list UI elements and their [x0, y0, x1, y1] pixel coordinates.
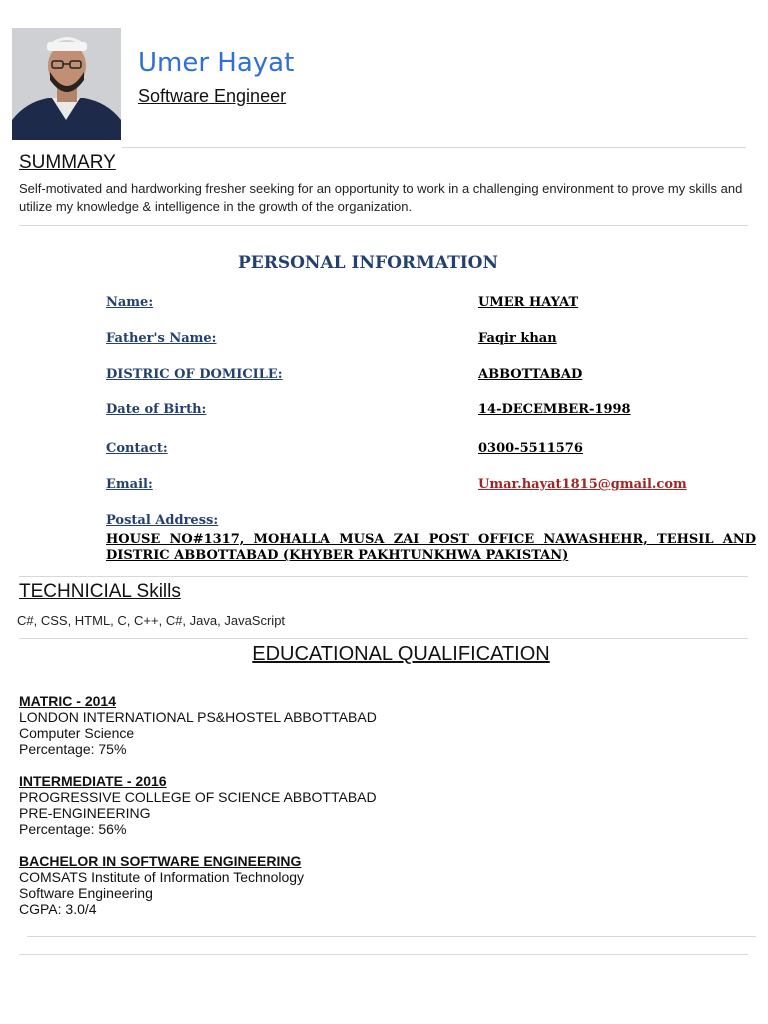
education-item-intermediate — [19, 773, 377, 837]
father-name-label: Father's Name: — [106, 331, 217, 346]
father-name-value: Faqir khan — [478, 331, 557, 346]
summary-heading: SUMMARY — [19, 152, 116, 173]
education-degree: INTERMEDIATE - 2016 — [19, 773, 167, 789]
education-field: Computer Science — [19, 725, 135, 741]
address-value: HOUSE NO#1317, MOHALLA MUSA ZAI POST OFFICE NAWASHEHR, TEHSIL AND DISTRIC ABBOTTABAD (KHYBER PAKHTUNKHWA PAKISTAN) — [106, 532, 756, 563]
education-score: Percentage: 75% — [19, 741, 127, 757]
education-institute: PROGRESSIVE COLLEGE OF SCIENCE ABBOTTABAD — [19, 789, 377, 805]
education-item-bachelor — [19, 853, 304, 917]
profile-photo — [12, 28, 121, 140]
skills-heading: TECHNICIAL Skills — [19, 581, 181, 602]
address-label: Postal Address: — [106, 513, 219, 528]
domicile-label: DISTRIC OF DOMICILE: — [106, 367, 283, 382]
name-value: UMER HAYAT — [478, 295, 579, 310]
email-link[interactable]: Umar.hayat1815@gmail.com — [478, 477, 687, 492]
education-institute: COMSATS Institute of Information Technology — [19, 869, 305, 885]
education-item-matric — [19, 693, 377, 757]
education-institute: LONDON INTERNATIONAL PS&HOSTEL ABBOTTABAD — [19, 709, 377, 725]
education-degree: MATRIC - 2014 — [19, 693, 116, 709]
candidate-title: Software Engineer — [138, 86, 287, 106]
education-heading: EDUCATIONAL QUALIFICATION — [252, 643, 550, 665]
education-field: Software Engineering — [19, 885, 153, 901]
contact-label: Contact: — [106, 441, 168, 456]
candidate-name: Umer Hayat — [138, 48, 295, 78]
domicile-value: ABBOTTABAD — [478, 367, 583, 382]
personal-info-heading: PERSONAL INFORMATION — [237, 253, 499, 273]
dob-label: Date of Birth: — [106, 402, 207, 417]
avatar — [12, 28, 121, 140]
contact-value: 0300-5511576 — [478, 441, 583, 456]
dob-value: 14-DECEMBER-1998 — [478, 402, 631, 417]
divider — [19, 638, 748, 639]
summary-text: Self-motivated and hardworking fresher seeking for an opportunity to work in a challenging environment to prove my skills and utilize my knowledge & intelligence in the growth of the organization. — [19, 181, 743, 214]
education-field: PRE-ENGINEERING — [19, 805, 151, 821]
divider — [19, 225, 748, 226]
divider — [122, 147, 746, 148]
name-label: Name: — [106, 295, 154, 310]
divider — [27, 936, 756, 937]
skills-text: C#, CSS, HTML, C, C++, C#, Java, JavaScript — [17, 613, 286, 628]
education-score: CGPA: 3.0/4 — [19, 901, 97, 917]
email-label: Email: — [106, 477, 153, 492]
divider — [19, 576, 748, 577]
education-degree: BACHELOR IN SOFTWARE ENGINEERING — [19, 853, 302, 869]
education-score: Percentage: 56% — [19, 821, 127, 837]
divider — [19, 954, 748, 955]
